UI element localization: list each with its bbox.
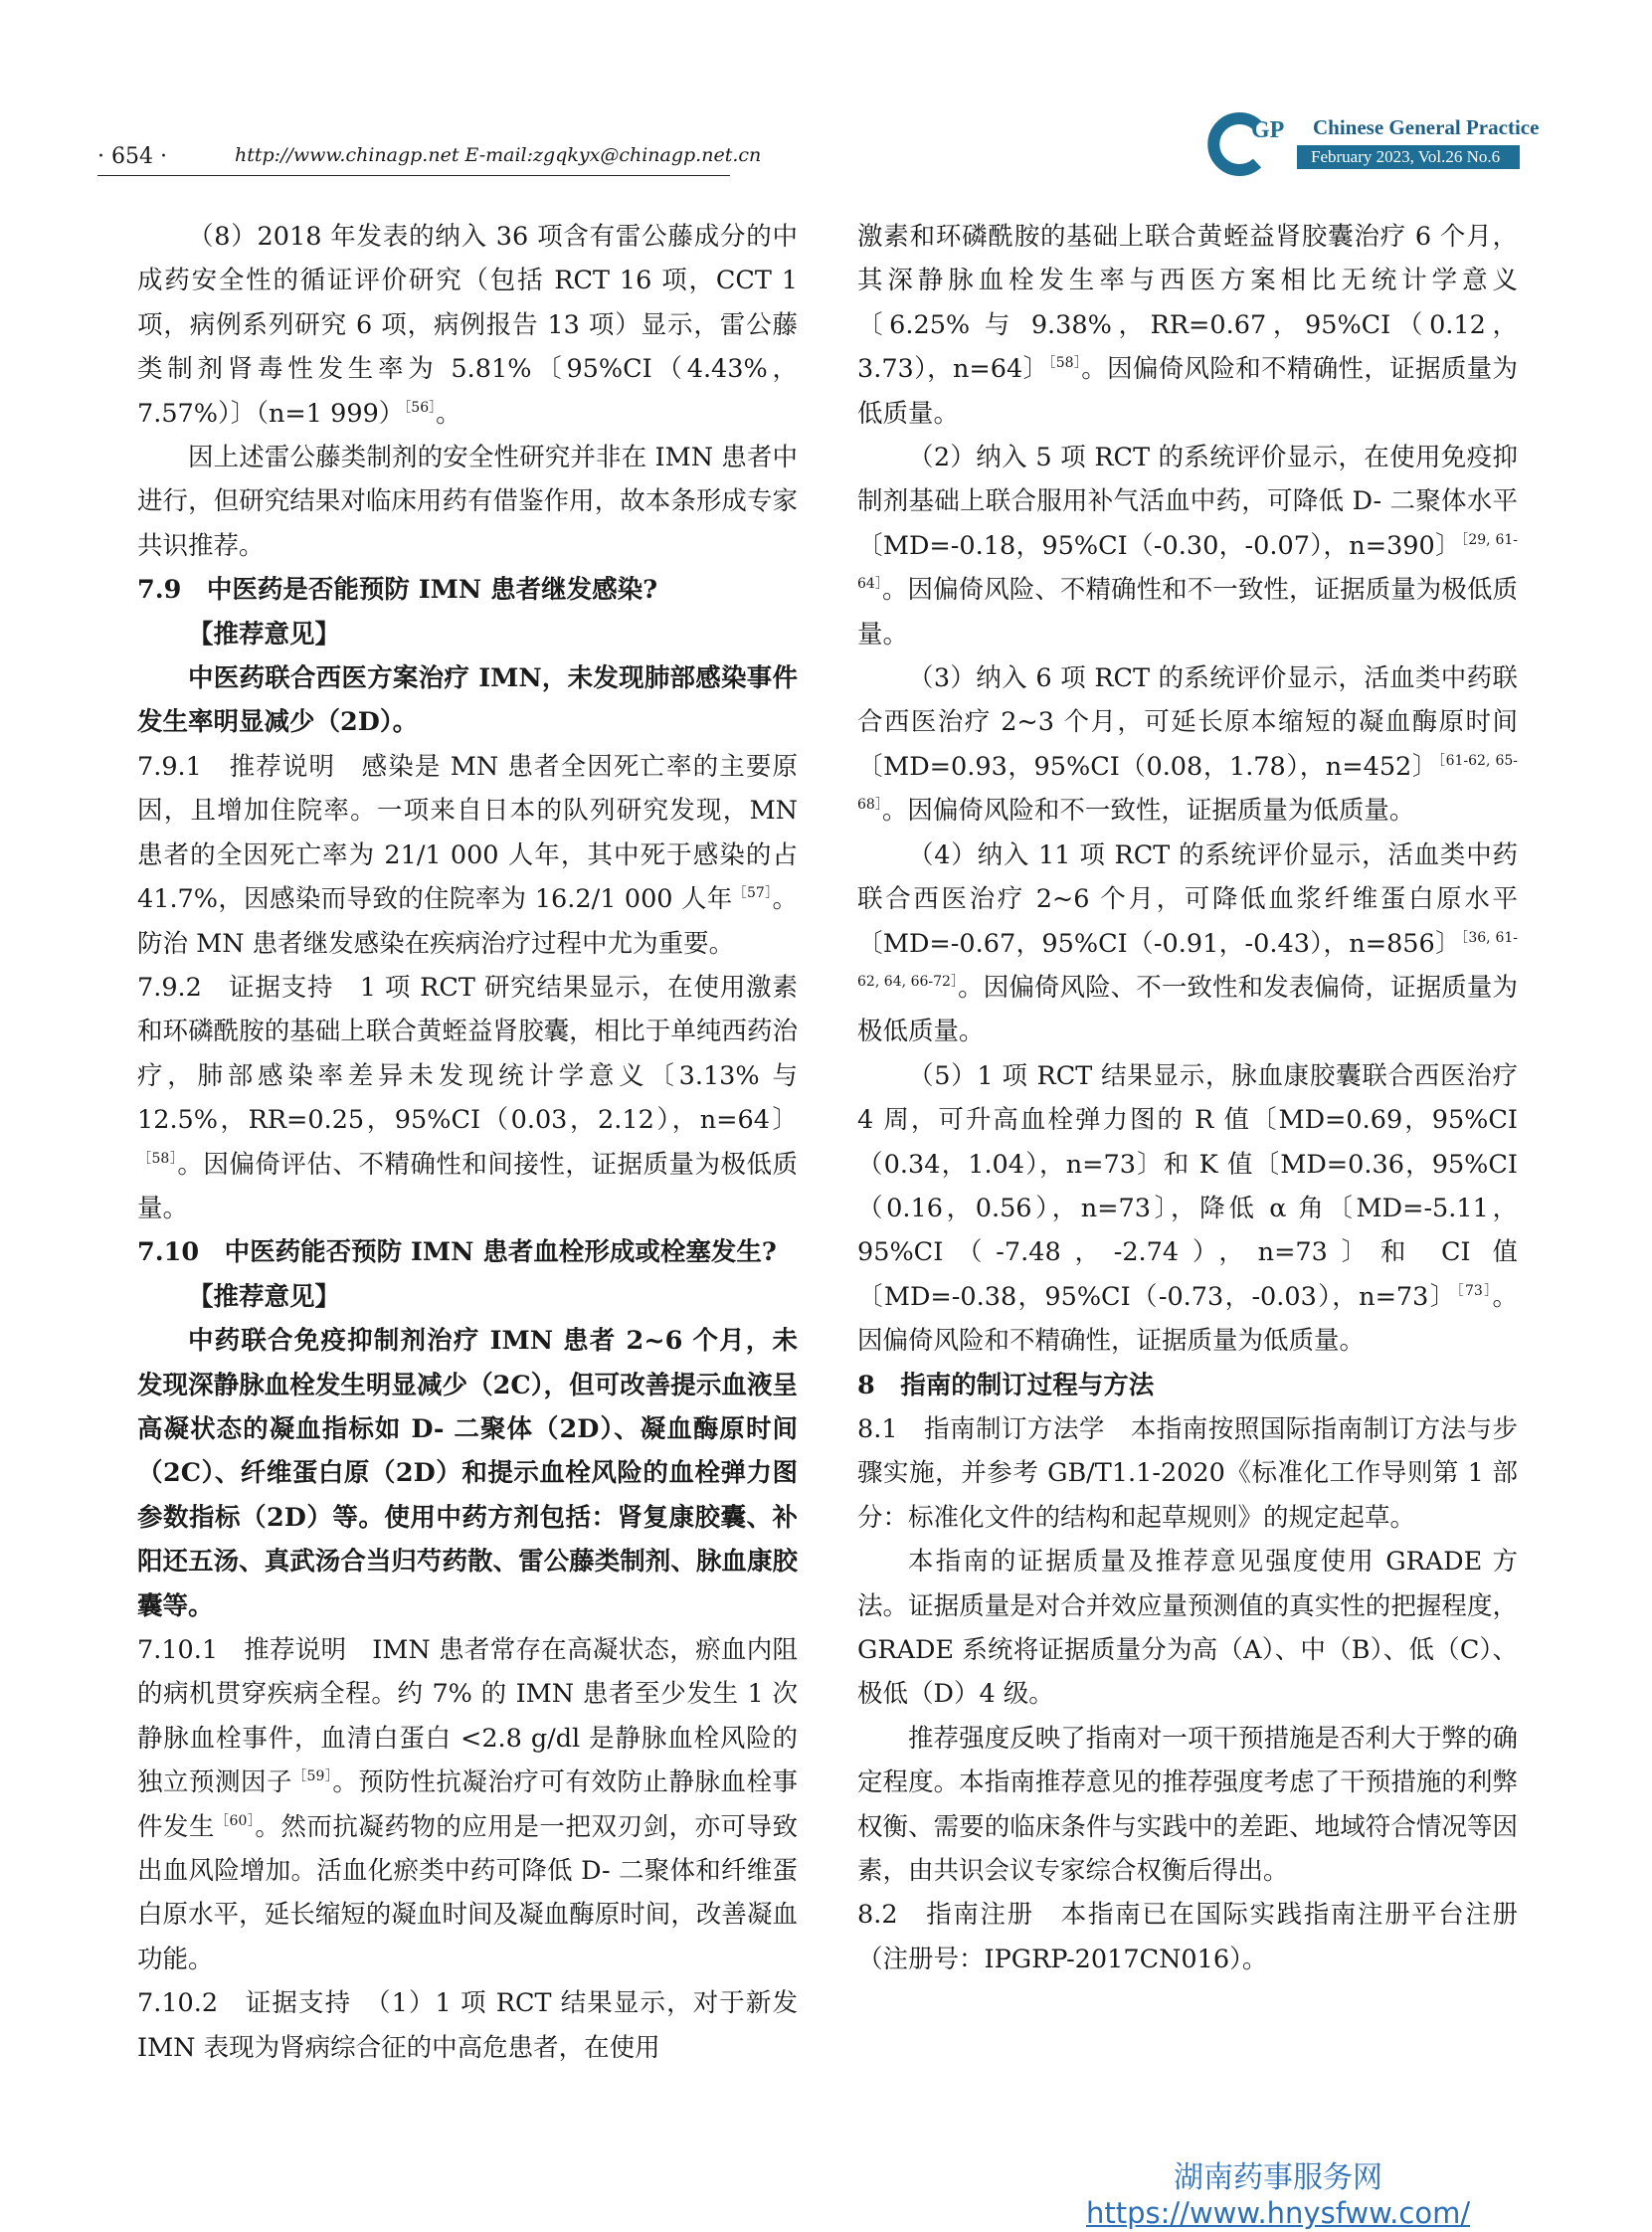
section-heading: 7.9 中医药是否能预防 IMN 患者继发感染? — [137, 575, 658, 606]
citation: ［56］ — [404, 399, 437, 416]
paragraph: 推荐强度反映了指南对一项干预措施是否利大于弊的确定程度。本指南推荐意见的推荐强度考虑了干预措施的利弊权衡、需要的临床条件与实践中的差距、地域符合情况等因素，由共识会议专家综合权衡后得出。 — [857, 1723, 1518, 1887]
recommendation-text: 中医药联合西医方案治疗 IMN，未发现肺部感染事件发生率明显减少（2D）。 — [137, 663, 798, 738]
citation: ［58］ — [137, 1150, 178, 1167]
paragraph: （3）纳入 6 项 RCT 的系统评价显示，活血类中药联合西医治疗 2~3 个月，可延长原本缩短的凝血酶原时间〔MD=0.93，95%CI（0.08，1.78），n=452〕$^{[61-62, 65-68]}$。因偏倚风险和不一致性，证据质量为低质量。 — [857, 663, 1518, 827]
section-heading: 8 指南的制订过程与方法 — [857, 1370, 1155, 1400]
page-number: · 654 · — [97, 144, 167, 169]
section-heading: 7.10 中医药能否预防 IMN 患者血栓形成或栓塞发生? — [137, 1237, 777, 1268]
citation: ［36, 61-62, 64, 66-72］ — [857, 929, 1518, 990]
paragraph: 7.9.2 证据支持 1 项 RCT 研究结果显示，在使用激素和环磷酰胺的基础上联合黄蛭益肾胶囊，相比于单纯西药治疗，肺部感染率差异未发现统计学意义〔3.13% 与 12.5%，RR=0.25，95%CI（0.03，2.12），n=64〕$^{[58]}$。因偏倚评估、不精确性和间接性，证据质量为极低质量。 — [137, 972, 798, 1223]
recommendation-label: 【推荐意见】 — [188, 619, 341, 650]
paragraph: 本指南的证据质量及推荐意见强度使用 GRADE 方法。证据质量是对合并效应量预测值的真实性的把握程度，GRADE 系统将证据质量分为高（A）、中（B）、低（C）、极低（D）4 级。 — [857, 1547, 1518, 1710]
citation: ［73］ — [1456, 1282, 1493, 1299]
recommendation-text: 中药联合免疫抑制剂治疗 IMN 患者 2~6 个月，未发现深静脉血栓发生明显减少（2C），但可改善提示血液呈高凝状态的凝血指标如 D- 二聚体（2D）、凝血酶原时间（2C）、纤维蛋白原（2D）和提示血栓风险的血栓弹力图参数指标（2D）等。使用中药方剂包括：肾复康胶囊、补阳还五汤、真武汤合当归芍药散、雷公藤类制剂、脉血康胶囊等。 — [137, 1326, 798, 1621]
paragraph: 8.1 指南制订方法学 本指南按照国际指南制订方法与步骤实施，并参考 GB/T1.1-2020《标准化工作导则第 1 部分：标准化文件的结构和起草规则》的规定起草。 — [857, 1413, 1518, 1533]
paragraph: 7.9.1 推荐说明 感染是 MN 患者全因死亡率的主要原因，且增加住院率。一项来自日本的队列研究发现，MN 患者的全因死亡率为 21/1 000 人年，其中死于感染的占 41.7%，因感染而导致的住院率为 16.2/1 000 人年$^{[57]}$。防治 MN 患者继发感染在疾病治疗过程中尤为重要。 — [137, 751, 798, 959]
citation: ［61-62, 65-68］ — [857, 752, 1518, 814]
citation: ［60］ — [215, 1812, 256, 1829]
journal-contact: http://www.chinagp.net E-mail:zgqkyx@chinagp.net.cn — [235, 144, 762, 166]
citation: ［59］ — [292, 1768, 333, 1785]
journal-name: Chinese General Practice — [1313, 115, 1540, 139]
citation: ［29, 61-64］ — [857, 531, 1518, 593]
page-header — [0, 0, 1652, 199]
svg-text:GP: GP — [1251, 117, 1285, 143]
journal-logo — [1205, 111, 1540, 177]
recommendation-label: 【推荐意见】 — [188, 1281, 341, 1312]
citation: ［58］ — [1048, 355, 1082, 372]
paragraph: 激素和环磷酰胺的基础上联合黄蛭益肾胶囊治疗 6 个月，其深静脉血栓发生率与西医方案相比无统计学意义〔6.25% 与 9.38%，RR=0.67，95%CI（0.12，3.73），n=64〕$^{[58]}$。因偏倚风险和不精确性，证据质量为低质量。 — [857, 222, 1518, 429]
left-column — [137, 215, 798, 2070]
header-rule — [97, 175, 730, 176]
watermark — [1086, 2160, 1470, 2230]
watermark-link[interactable]: https://www.hnysfww.com/ — [1086, 2196, 1471, 2230]
watermark-title: 湖南药事服务网 — [1174, 2160, 1383, 2195]
paragraph: （5）1 项 RCT 结果显示，脉血康胶囊联合西医治疗 4 周，可升高血栓弹力图的 R 值〔MD=0.69，95%CI（0.34，1.04），n=73〕和 K 值〔MD=0.36，95%CI（0.16，0.56），n=73〕，降低 α 角〔MD=-5.11，95%CI（-7.48，-2.74），n=73〕和 CI 值〔MD=-0.38，95%CI（-0.73，-0.03），n=73〕$^{[73]}$。因偏倚风险和不精确性，证据质量为低质量。 — [857, 1060, 1518, 1357]
paragraph: （2）纳入 5 项 RCT 的系统评价显示，在使用免疫抑制剂基础上联合服用补气活血中药，可降低 D- 二聚体水平〔MD=-0.18，95%CI（-0.30，-0.07），n=390〕$^{[29, 61-64]}$。因偏倚风险、不精确性和不一致性，证据质量为极低质量。 — [857, 443, 1518, 650]
paragraph: （8）2018 年发表的纳入 36 项含有雷公藤成分的中成药安全性的循证评价研究（包括 RCT 16 项，CCT 1 项，病例系列研究 6 项，病例报告 13 项）显示，雷公藤类制剂肾毒性发生率为 5.81%〔95%CI（4.43%，7.57%）〕（n=1 999）$^{[56]}$。 — [137, 222, 798, 429]
citation: ［57］ — [732, 885, 773, 902]
paragraph: 因上述雷公藤类制剂的安全性研究并非在 IMN 患者中进行，但研究结果对临床用药有借鉴作用，故本条形成专家共识推荐。 — [137, 443, 798, 561]
right-column — [857, 215, 1518, 1981]
paragraph: （4）纳入 11 项 RCT 的系统评价显示，活血类中药联合西医治疗 2~6 个月，可降低血浆纤维蛋白原水平〔MD=-0.67，95%CI（-0.91，-0.43），n=856〕$^{[36, 61-62, 64, 66-72]}$。因偏倚风险、不一致性和发表偏倚，证据质量为极低质量。 — [857, 839, 1518, 1047]
paragraph: 7.10.1 推荐说明 IMN 患者常存在高凝状态，瘀血内阻的病机贯穿疾病全程。约 7% 的 IMN 患者至少发生 1 次静脉血栓事件，血清白蛋白 <2.8 g/dl 是静脉血栓风险的独立预测因子$^{[59]}$。预防性抗凝治疗可有效防止静脉血栓事件发生$^{[60]}$。然而抗凝药物的应用是一把双刃剑，亦可导致出血风险增加。活血化瘀类中药可降低 D- 二聚体和纤维蛋白原水平，延长缩短的凝血时间及凝血酶原时间，改善凝血功能。 — [137, 1635, 798, 1974]
journal-issue: February 2023, Vol.26 No.6 — [1297, 145, 1520, 169]
paragraph: 8.2 指南注册 本指南已在国际实践指南注册平台注册（注册号：IPGRP-2017CN016）。 — [857, 1900, 1518, 1974]
paragraph: 7.10.2 证据支持 （1）1 项 RCT 结果显示，对于新发 IMN 表现为肾病综合征的中高危患者，在使用 — [137, 1988, 798, 2063]
